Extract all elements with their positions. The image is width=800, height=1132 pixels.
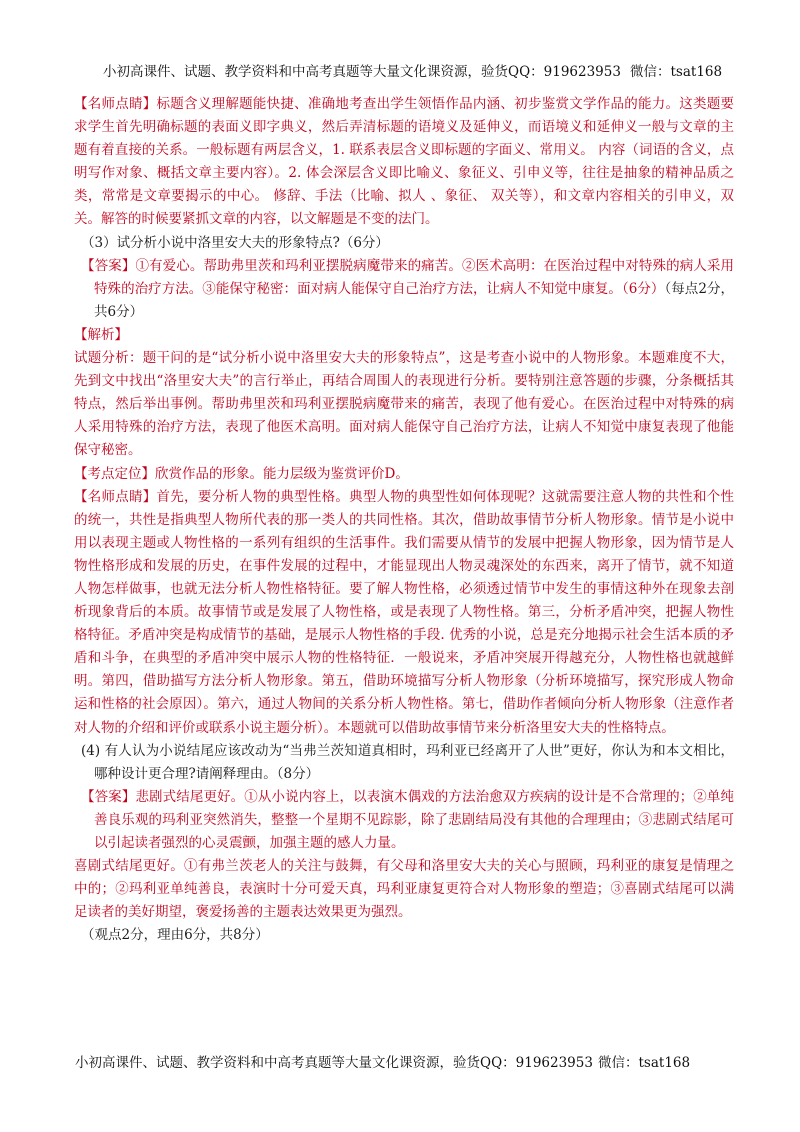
answer-4-text: 悲剧式结尾更好。①从小说内容上，以表演木偶戏的方法治愈双方疾病的设计是不合常理的；②单纯善良乐观的玛利亚突然消失，整整一个星期不见踪影，除了悲剧结局没有其他的合理理由；③悲剧式结尾可以引起读者强烈的心灵震颤，加强主题的感人力量。 [94, 788, 735, 851]
teacher-tip-2-text: 首先，要分析人物的典型性格。典型人物的典型性如何体现呢？这就需要注意人物的共性和个性的统一，共性是指典型人物所代表的那一类人的共同性格。其次，借助故事情节分析人物形象。情节是小说中用以表现主题或人物性格的一系列有组织的生活事件。我们需要从情节的发展中把握人物形象，因为情节是人物性格形成和发展的历史，在事件发展的过程中，才能显现出人物灵魂深处的东西来，离开了情节，就不知道人物怎样做事，也就无法分析人物性格特征。要了解人物性格，必须透过情节中发生的事情这种外在现象去剖析现象背后的本质。故事情节或是发展了人物性格，或是表现了人物性格。第三，分析矛盾冲突，把握人物性格特征。矛盾冲突是构成情节的基础，是展示人物性格的手段. 优秀的小说，总是充分地揭示社会生活本质的矛盾和斗争，在典型的矛盾冲突中展示人物的性格特征．一般说来，矛盾冲突展开得越充分，人物性格也就越鲜明。第四，借助描写方法分析人物形象。第五，借助环境描写分析人物形象（分析环境描写，探究形成人物命运和性格的社会原因）。第六，通过人物间的关系分析人物性格。第七，借助作者倾向分析人物形象（注意作者对人物的介绍和评价或联系小说主题分析）。本题就可以借助故事情节来分析洛里安大夫的性格特点。 [74, 488, 735, 736]
analysis-3-text: 试题分析：题干问的是“试分析小说中洛里安大夫的形象特点”，这是考查小说中的人物形象。本题难度不大，先到文中找出“洛里安大夫”的言行举止，再结合周围人的表现进行分析。要特别注意答题的步骤，分条概括其特点，然后举出事例。帮助弗里茨和玛利亚摆脱病魔带来的痛苦，表现了他有爱心。在医治过程中对特殊的病人采用特殊的治疗方法，表现了他医术高明。面对病人能保守自己治疗方法，让病人不知觉中康复表现了他能保守秘密。 [74, 350, 734, 459]
answer-3-paragraph [74, 255, 734, 324]
answer-4-alt-text: 喜剧式结尾更好。①有弗兰茨老人的关注与鼓舞，有父母和洛里安大夫的关心与照顾，玛利亚的康复是情理之中的；②玛利亚单纯善良，表演时十分可爱天真，玛利亚康复更符合对人物形象的塑造；③喜剧式结尾可以满足读者的美好期望，褒爱扬善的主题表达效果更为强烈。 [74, 858, 734, 921]
footer-wechat: 微信：tsat168 [598, 1055, 691, 1071]
header-text: 小初高课件、试题、教学资料和中高考真题等大量文化课资源，验货QQ：919623953 [103, 64, 621, 80]
document-body [74, 93, 734, 947]
answer-4-label: 【答案】 [81, 788, 136, 805]
kaodian-label: 【考点定位】 [74, 465, 155, 482]
answer-4-paragraph [74, 786, 734, 855]
teacher-tip-text: 标题含义理解题能快捷、准确地考查出学生领悟作品内涵、初步鉴赏文学作品的能力。这类题要求学生首先明确标题的表面义即字典义，然后弄清标题的语境义及延伸义，而语境义和延伸义一般与文章的主题有着直接的关系。一般标题有两层含义，1. 联系表层含义即标题的字面义、常用义。 内容（词语的含义，点明写作对象、概括文章主要内容）。2. 体会深层含义即比喻义、象征义、引申义等，往往是抽象的精神品质之类，常常是文章要揭示的中心。 修辞、手法（比喻、拟人 、象征、 双关等），和文章内容相关的引申义，双关。解答的时候要紧抓文章的内容，以文解题是不变的法门。 [74, 96, 735, 228]
answer-label: 【答案】 [81, 257, 136, 274]
teacher-tip-2-paragraph [74, 486, 734, 740]
teacher-tip-label: 【名师点睛】 [74, 96, 157, 112]
teacher-tip-paragraph [74, 93, 734, 232]
question-3: （3）试分析小说中洛里安大夫的形象特点?（6分） [81, 234, 389, 251]
answer-3-text: ①有爱心。帮助弗里茨和玛利亚摆脱病魔带来的痛苦。②医术高明：在医治过程中对特殊的病人采用特殊的治疗方法。③能保守秘密：面对病人能保守自己治疗方法，让病人不知觉中康复。（6分） [94, 257, 735, 297]
question-4: (4) 有人认为小说结尾应该改动为“当弗兰茨知道真相时，玛利亚已经离开了人世”更好，你认为和本文相比，哪种设计更合理?请阐释理由。（8分） [81, 742, 734, 782]
header-wechat: 微信：tsat168 [630, 64, 723, 80]
teacher-tip-2-label: 【名师点睛】 [74, 488, 157, 505]
answer-4-score: （观点2分，理由6分，共8分） [81, 927, 269, 944]
kaodian-text: 欣赏作品的形象。能力层级为鉴赏评价D。 [155, 465, 409, 482]
kaodian-paragraph [74, 463, 734, 486]
analysis-label: 【解析】 [74, 326, 128, 343]
footer-text: 小初高课件、试题、教学资料和中高考真题等大量文化课资源，验货QQ：919623953 [75, 1055, 593, 1071]
answer-3-score: （每点2分，共6分） [94, 280, 734, 320]
